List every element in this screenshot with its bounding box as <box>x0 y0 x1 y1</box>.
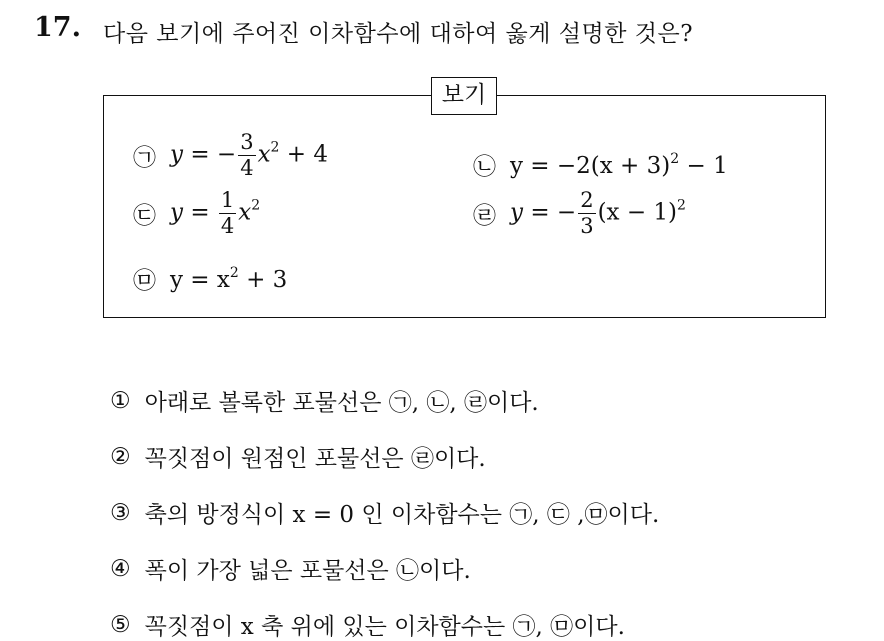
choice-number: ③ <box>110 499 131 526</box>
choice-number: ② <box>110 443 131 470</box>
bogi-item-c <box>133 190 260 237</box>
bogi-mark-d: ㉣ <box>473 203 496 229</box>
bogi-expr-c: y = $\frac{1}{4}$ $x^2$ <box>170 188 261 238</box>
bogi-mark-c: ㉢ <box>133 203 156 229</box>
bogi-mark-a: ㉠ <box>133 145 156 171</box>
choice-number: ④ <box>110 555 131 582</box>
bogi-expr-a: y = − $\frac{3}{4}$ $x^2 + 4$ <box>170 130 328 180</box>
bogi-mark-e: ㉤ <box>133 268 156 294</box>
bogi-title: 보기 <box>431 77 497 115</box>
choice-number: ① <box>110 387 131 414</box>
question-number: 17. <box>34 12 81 43</box>
choice-text: 꼭짓점이 x 축 위에 있는 이차함수는 ㉠, ㉤이다. <box>144 614 625 640</box>
bogi-expr-b: $y = -2(x + 3)^2 - 1$ <box>510 150 728 179</box>
bogi-item-d <box>473 190 686 237</box>
choice-3[interactable] <box>110 496 659 529</box>
choice-text: 축의 방정식이 x = 0 인 이차함수는 ㉠, ㉢ ,㉤이다. <box>144 502 660 528</box>
choice-5[interactable] <box>110 608 625 641</box>
bogi-expr-e: $y = x^2 + 3$ <box>170 264 288 293</box>
bogi-item-e <box>133 262 287 295</box>
bogi-item-b <box>473 148 728 181</box>
choice-4[interactable] <box>110 552 471 585</box>
choice-text: 폭이 가장 넓은 포물선은 ㉡이다. <box>144 558 471 584</box>
choice-text: 아래로 볼록한 포물선은 ㉠, ㉡, ㉣이다. <box>144 390 539 416</box>
bogi-item-a <box>133 132 328 179</box>
bogi-expr-d: y = − $\frac{2}{3}$ $(x - 1)^2$ <box>510 188 686 238</box>
choice-text: 꼭짓점이 원점인 포물선은 ㉣이다. <box>144 446 486 472</box>
bogi-mark-b: ㉡ <box>473 154 496 180</box>
choice-number: ⑤ <box>110 611 131 638</box>
choice-2[interactable] <box>110 440 486 473</box>
choice-1[interactable] <box>110 384 539 417</box>
question-text: 다음 보기에 주어진 이차함수에 대하여 옳게 설명한 것은? <box>103 21 694 47</box>
